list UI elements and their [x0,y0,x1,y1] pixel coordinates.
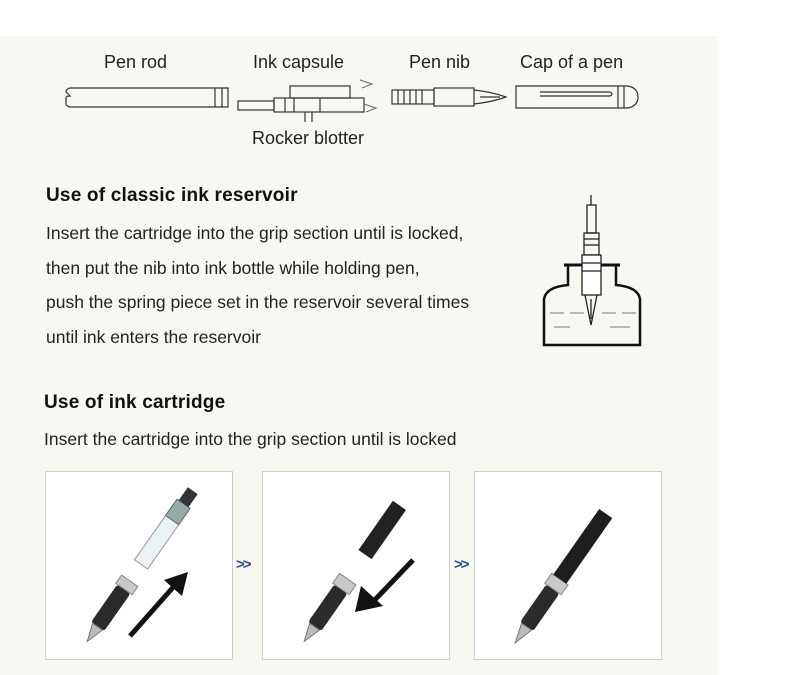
step-2-photo [262,471,450,660]
ink-capsule-drawing [238,80,376,122]
reservoir-line-3: push the spring piece set in the reservoir several times [46,292,470,312]
reservoir-line-2: then put the nib into ink bottle while holding pen, [46,258,420,278]
label-ink-capsule: Ink capsule [253,52,345,72]
reservoir-title: Use of classic ink reservoir [46,185,298,206]
reservoir-line-4: until ink enters the reservoir [46,327,261,347]
step-3-photo [474,471,662,660]
label-rocker-blotter: Rocker blotter [252,128,365,148]
label-cap: Cap of a pen [520,52,624,72]
cartridge-title: Use of ink cartridge [44,392,226,413]
label-pen-nib: Pen nib [409,52,471,72]
pen-parts-diagram [0,0,793,160]
reservoir-line-1: Insert the cartridge into the grip section until is locked, [46,223,464,243]
label-pen-rod: Pen rod [104,52,168,72]
pen-nib-drawing [392,88,506,106]
step-separator-2: >> [454,556,468,573]
cartridge-text: Insert the cartridge into the grip section until is locked [44,429,457,449]
ink-bottle-illustration [540,195,650,355]
step-separator-1: >> [236,556,250,573]
pen-cap-drawing [516,86,638,108]
step-1-photo [45,471,233,660]
pen-rod-drawing [66,88,228,107]
